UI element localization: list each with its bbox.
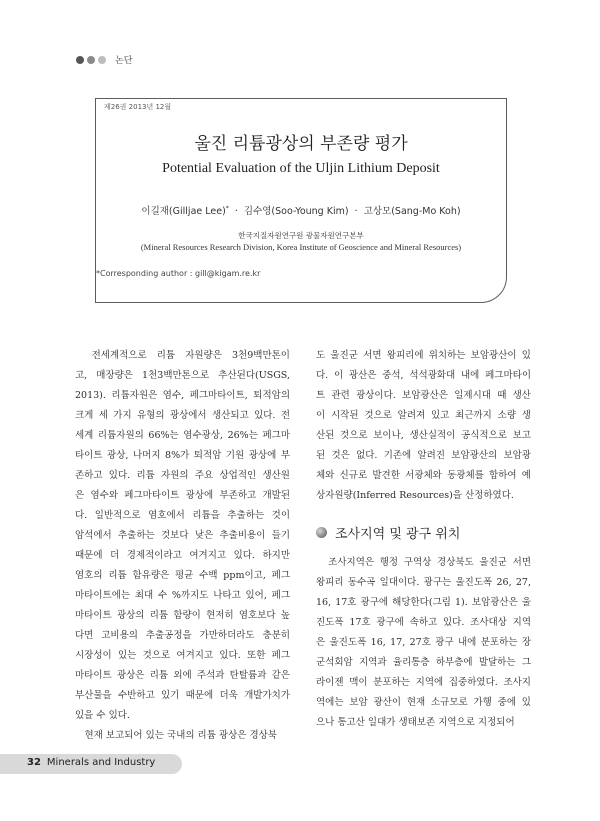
text-line: 존하고 있다. 리튬 자원의 주요 상업적인 생산원: [75, 470, 290, 481]
text-line: 타이트 광상, 나머지 8%가 퇴적암 기원 광상에 부: [75, 450, 290, 461]
text-line: 군석회암 지역과 율리통층 하부층에 발달하는 그: [316, 657, 531, 668]
author-separator: ·: [234, 206, 238, 217]
author-name: 김수영(Soo-Young Kim): [243, 206, 349, 217]
body-column-right-bottom: [316, 553, 531, 733]
text-line: 라이젠 맥이 분포하는 지역에 집중하였다. 조사지: [316, 677, 531, 688]
author-mark: *: [225, 204, 229, 212]
article-header-box: [95, 98, 507, 303]
text-line: 은 울진도폭 16, 17, 27호 광구 내에 분포하는 장: [316, 637, 531, 648]
section-heading: [316, 523, 460, 542]
text-line: 이 시작된 것으로 알려져 있고 최근까지 소량 생: [316, 410, 531, 421]
dot-icon: [87, 56, 95, 64]
text-line: 조사지역은 행정 구역상 경상북도 울진군 서면: [316, 557, 531, 568]
text-line: 마타이트에는 최대 수 %까지도 나타고 있어, 페그: [75, 590, 290, 601]
text-line: 때문에 더 경제적이라고 여겨지고 있다. 하지만: [75, 550, 290, 561]
text-line: 도 울진군 서면 왕피리에 위치하는 보암광산이 있: [316, 350, 531, 361]
section-heading-text: 조사지역 및 광구 위치: [335, 527, 461, 542]
body-column-right-top: [316, 346, 531, 506]
text-line: 왕피리 동수곡 일대이다. 광구는 울진도폭 26, 27,: [316, 577, 531, 588]
author-separator: ·: [354, 206, 358, 217]
text-line: 있을 수 있다.: [75, 710, 130, 721]
issue-info: 제26권 2013년 12월: [104, 103, 172, 111]
text-line: 크게 세 가지 유형의 광상에서 생산되고 있다. 전: [75, 410, 290, 421]
author-list: [96, 203, 506, 217]
text-line: 산된 것으로 보이나, 생산실적이 공식적으로 보고: [316, 430, 531, 441]
text-line: 염호의 리튬 함유량은 평균 수백 ppm이고, 페그: [75, 570, 290, 581]
text-line: 진도폭 17호 광구에 속하고 있다. 조사대상 지역: [316, 617, 531, 628]
title-english: Potential Evaluation of the Uljin Lithium Deposit: [162, 161, 440, 176]
title-korean: 울진 리튬광상의 부존량 평가: [194, 134, 408, 154]
text-line: 체와 신규로 발견한 서광체와 동광체를 합하여 예: [316, 470, 531, 481]
text-line: 역에는 보암 광산이 현재 소규모로 가행 중에 있: [316, 697, 531, 708]
text-line: 마타이트 광상은 리튬 외에 주석과 탄탈륨과 같은: [75, 670, 290, 681]
section-tag: [76, 53, 132, 66]
text-line: 부산물을 수반하고 있기 때문에 더욱 개발가치가: [75, 690, 290, 701]
text-line: 트 관련 광상이다. 보암광산은 일제시대 때 생산: [316, 390, 531, 401]
section-label: 논단: [115, 56, 133, 66]
author-name: 이길재(Gilljae Lee): [141, 206, 226, 217]
text-line: 다. 이 광산은 중석, 석석광화대 내에 페그마타이: [316, 370, 531, 381]
text-line: 16, 17호 광구에 해당한다(그림 1). 보암광산은 울: [316, 597, 531, 608]
page-number: 32: [27, 757, 41, 768]
author-name: 고상모(Sang-Mo Koh): [363, 206, 461, 217]
page-footer: [0, 754, 182, 774]
corresponding-author: *Corresponding author : gill@kigam.re.kr: [96, 269, 261, 278]
affiliation-korean: 한국지질자원연구원 광물자원연구본부: [238, 231, 364, 240]
text-line: 현재 보고되어 있는 국내의 리튬 광상은 경상북: [75, 730, 277, 741]
text-line: 마타이트 광상의 리튬 함량이 현저히 염호보다 높: [75, 610, 290, 621]
text-line: 고, 매장량은 1천3백만톤으로 추산된다(USGS,: [75, 370, 290, 381]
text-line: 전세계적으로 리튬 자원량은 3천9백만톤이: [75, 350, 290, 361]
dot-icon: [98, 56, 106, 64]
text-line: 시장성이 있는 것으로 여겨지고 있다. 또한 페그: [75, 650, 290, 661]
text-line: 된 것은 없다. 기존에 알려진 보암광산의 보암광: [316, 450, 531, 461]
text-line: 다면 고비용의 추출공정을 가만하더라도 충분히: [75, 630, 290, 641]
text-line: 2013). 리튬자원은 염수, 페그마타이트, 퇴적암의: [75, 390, 290, 401]
text-line: 암석에서 추출하는 것보다 낮은 추출비용이 들기: [75, 530, 290, 541]
text-line: 세계 리튬자원의 66%는 염수광상, 26%는 페그마: [75, 430, 290, 441]
bullet-circle-icon: [316, 527, 327, 538]
text-line: 다. 일반적으로 염호에서 리튬을 추출하는 것이: [75, 510, 290, 521]
text-line: 은 염수와 페그마타이트 광상에 부존하고 개발된: [75, 490, 290, 501]
text-line: 으나 통고산 일대가 생태보존 지역으로 지정되어: [316, 717, 515, 728]
dot-icon: [76, 56, 84, 64]
text-line: 상자원량(Inferred Resources)을 산정하였다.: [316, 490, 514, 501]
body-column-left: [75, 346, 290, 746]
journal-name: Minerals and Industry: [46, 757, 156, 768]
affiliation-english: (Mineral Resources Research Division, Korea Institute of Geoscience and Mineral Resources): [140, 242, 462, 252]
